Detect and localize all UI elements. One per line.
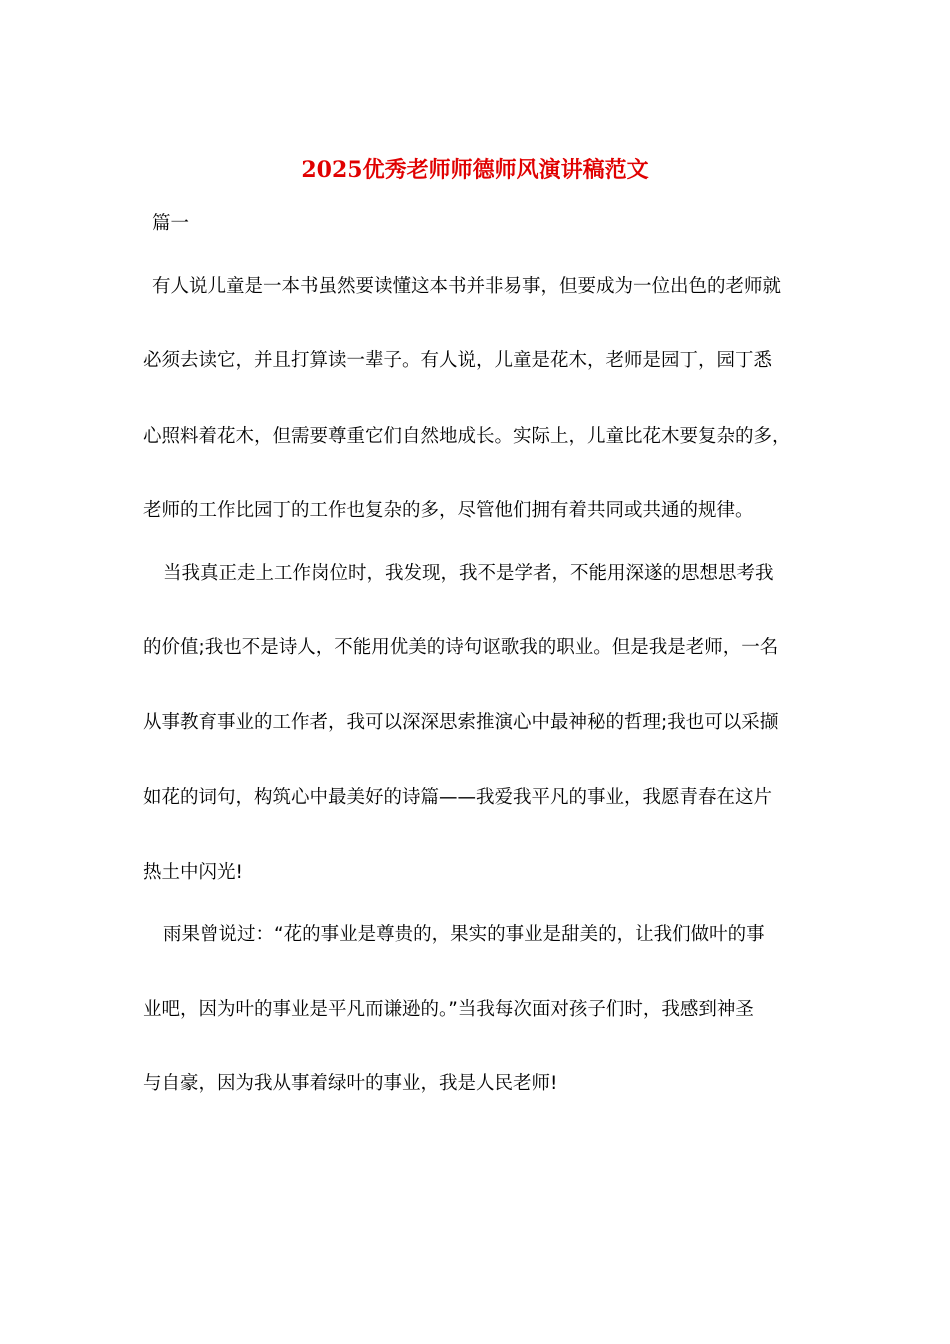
paragraph-line: 从事教育事业的工作者，我可以深深思索推演心中最神秘的哲理;我也可以采撷 [143, 712, 779, 733]
paragraph-line: 业吧，因为叶的事业是平凡而谦逊的。”当我每次面对孩子们时，我感到神圣 [143, 999, 754, 1020]
paragraph-line: 雨果曾说过：“花的事业是尊贵的，果实的事业是甜美的，让我们做叶的事 [163, 924, 765, 945]
paragraph-line: 如花的词句，构筑心中最美好的诗篇——我爱我平凡的事业，我愿青春在这片 [143, 787, 773, 808]
section-heading: 篇一 [152, 213, 190, 234]
paragraph-line: 的价值;我也不是诗人，不能用优美的诗句讴歌我的职业。但是我是老师，一名 [143, 637, 779, 658]
paragraph-line: 有人说儿童是一本书虽然要读懂这本书并非易事，但要成为一位出色的老师就 [152, 276, 782, 297]
paragraph-line: 热土中闪光! [143, 862, 243, 883]
paragraph-line: 当我真正走上工作岗位时，我发现，我不是学者，不能用深遂的思想思考我 [163, 563, 774, 584]
paragraph-line: 与自豪，因为我从事着绿叶的事业，我是人民老师! [143, 1073, 558, 1094]
paragraph-line: 心照料着花木，但需要尊重它们自然地成长。实际上，儿童比花木要复杂的多， [143, 426, 791, 447]
document-title: 2025优秀老师师德师风演讲稿范文 [301, 157, 649, 183]
paragraph-line: 必须去读它，并且打算读一辈子。有人说，儿童是花木，老师是园丁，园丁悉 [143, 350, 773, 371]
paragraph-line: 老师的工作比园丁的工作也复杂的多，尽管他们拥有着共同或共通的规律。 [143, 500, 754, 521]
